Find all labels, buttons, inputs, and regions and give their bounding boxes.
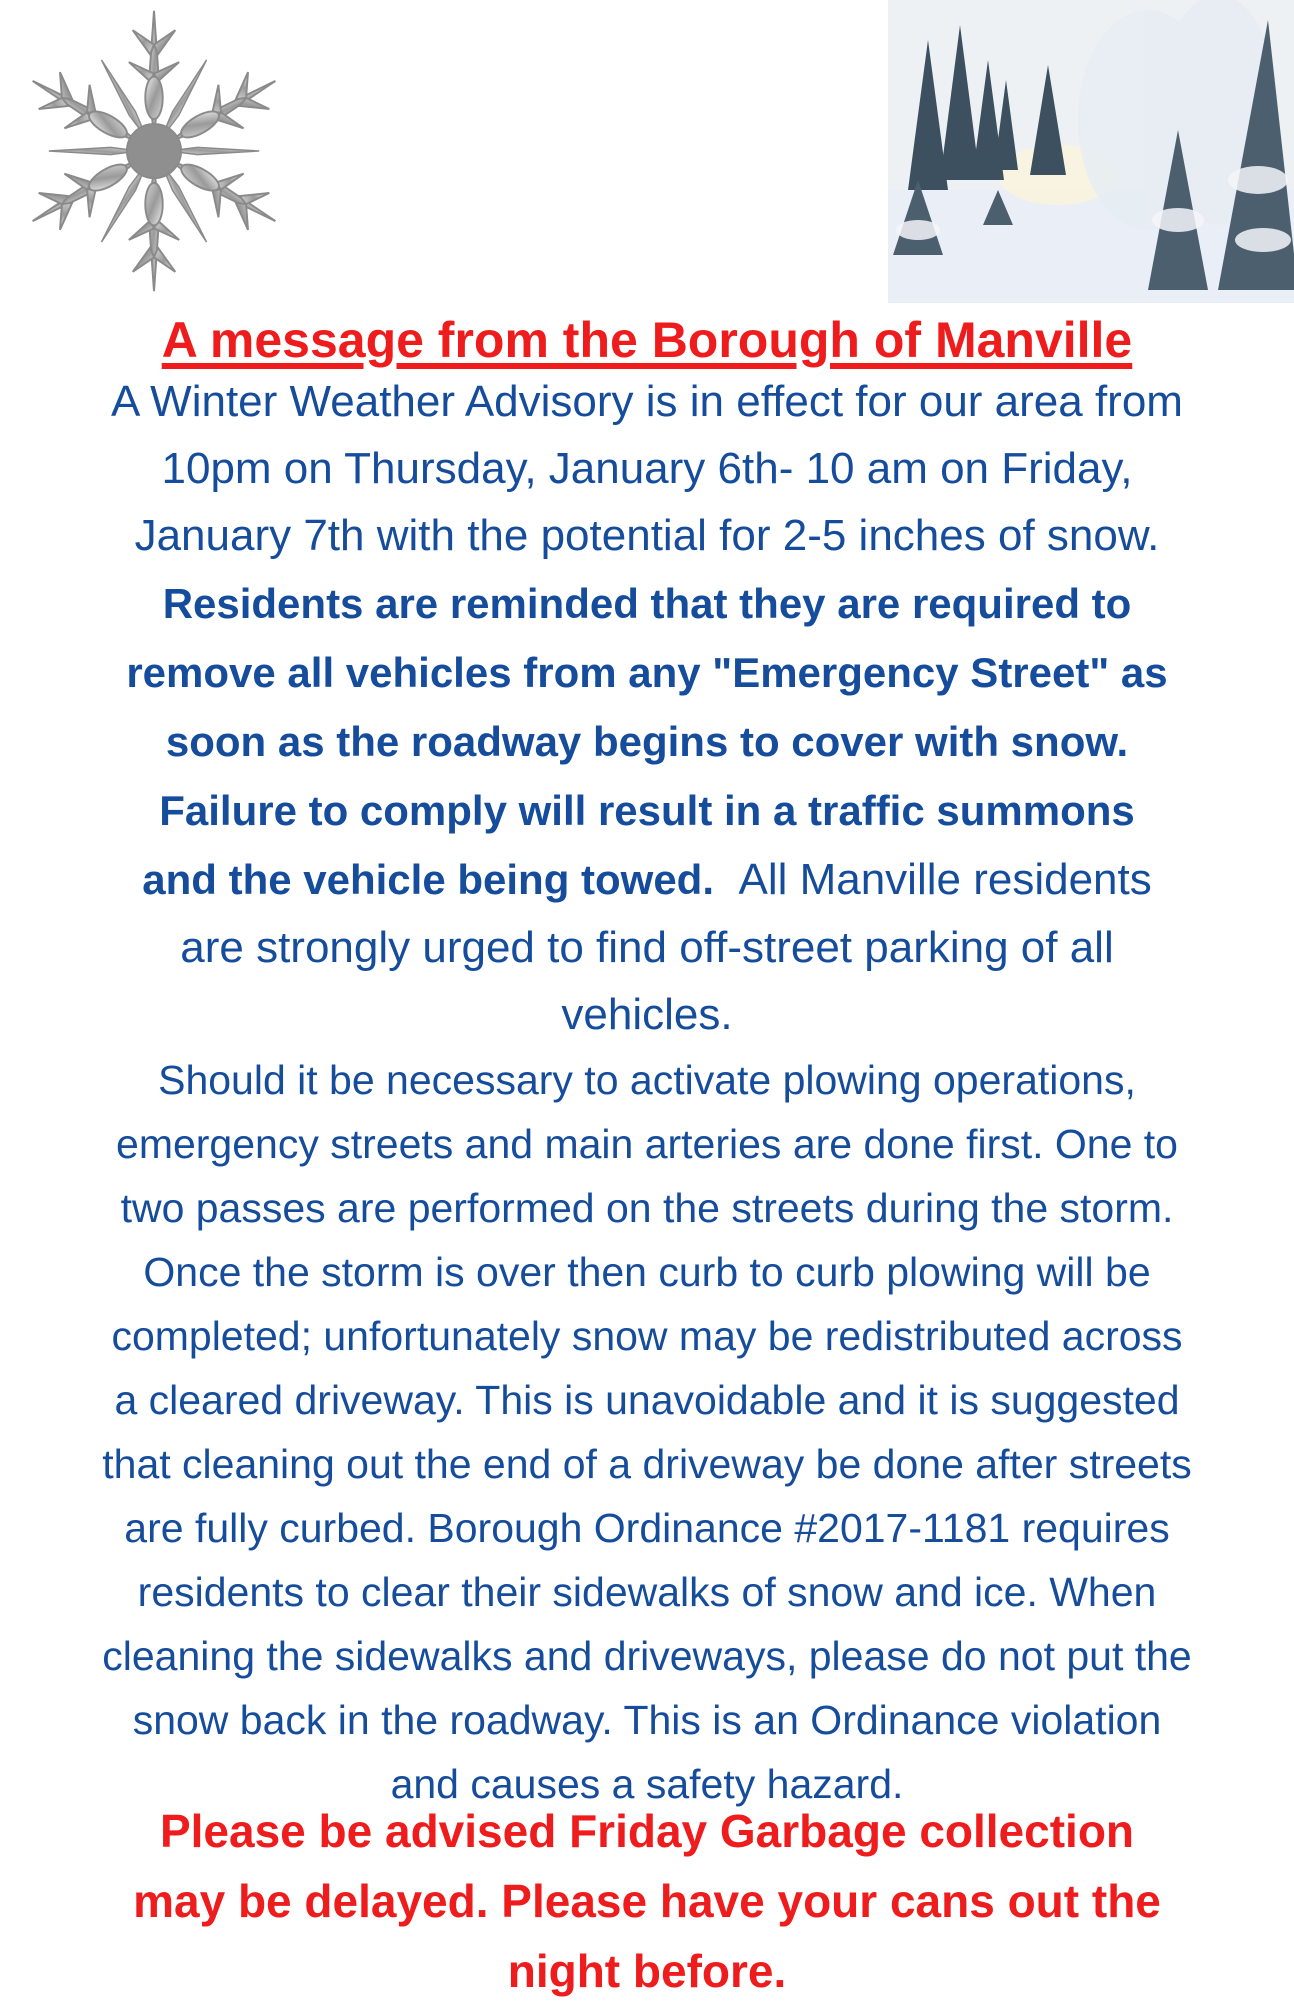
advisory-line: 10pm on Thursday, January 6th- 10 am on Friday, <box>161 444 1133 493</box>
advisory-line: January 7th with the potential for 2-5 inches of snow. <box>134 511 1160 560</box>
plowing-line: snow back in the roadway. This is an Ordinance violation <box>132 1697 1162 1743</box>
plowing-line: two passes are performed on the streets during the storm. <box>120 1185 1174 1231</box>
garbage-line: Please be advised Friday Garbage collection <box>159 1805 1135 1857</box>
plowing-line: are fully curbed. Borough Ordinance #2017-1181 requires <box>124 1505 1170 1551</box>
title-text: A message from the Borough of Manville <box>161 312 1133 368</box>
page-title <box>0 308 1294 372</box>
emergency-line: Failure to comply will result in a traffic summons <box>159 787 1135 834</box>
emergency-line: soon as the roadway begins to cover with snow. <box>165 718 1129 765</box>
garbage-notice <box>0 1796 1294 2006</box>
plowing-line: a cleared driveway. This is unavoidable and it is suggested <box>114 1377 1180 1423</box>
garbage-line: may be delayed. Please have your cans out the <box>133 1875 1161 1927</box>
emergency-mixed-line <box>0 845 1294 914</box>
parking-line: are strongly urged to find off-street parking of all <box>180 923 1114 972</box>
plowing-line: that cleaning out the end of a driveway be done after streets <box>102 1441 1192 1487</box>
plowing-line: Once the storm is over then curb to curb plowing will be <box>143 1249 1151 1295</box>
plowing-line: cleaning the sidewalks and driveways, please do not put the <box>102 1633 1192 1679</box>
snowy-forest-photo <box>888 0 1294 303</box>
advisory-body <box>0 368 1294 1816</box>
emergency-bold-fragment: and the vehicle being towed. <box>142 856 715 903</box>
parking-line: vehicles. <box>561 990 733 1039</box>
plowing-line: Should it be necessary to activate plowing operations, <box>158 1057 1136 1103</box>
advisory-line: A Winter Weather Advisory is in effect for our area from <box>111 377 1183 426</box>
emergency-line: Residents are reminded that they are required to <box>162 580 1132 627</box>
emergency-plain-fragment: All Manville residents <box>738 855 1152 904</box>
plowing-line: and causes a safety hazard. <box>390 1761 904 1807</box>
plowing-line: residents to clear their sidewalks of snow and ice. When <box>137 1569 1157 1615</box>
garbage-line: night before. <box>507 1945 787 1997</box>
emergency-line: remove all vehicles from any "Emergency Street" as <box>126 649 1168 696</box>
snowflake-icon <box>8 6 300 296</box>
plowing-line: completed; unfortunately snow may be redistributed across <box>111 1313 1183 1359</box>
plowing-line: emergency streets and main arteries are done first. One to <box>116 1121 1178 1167</box>
